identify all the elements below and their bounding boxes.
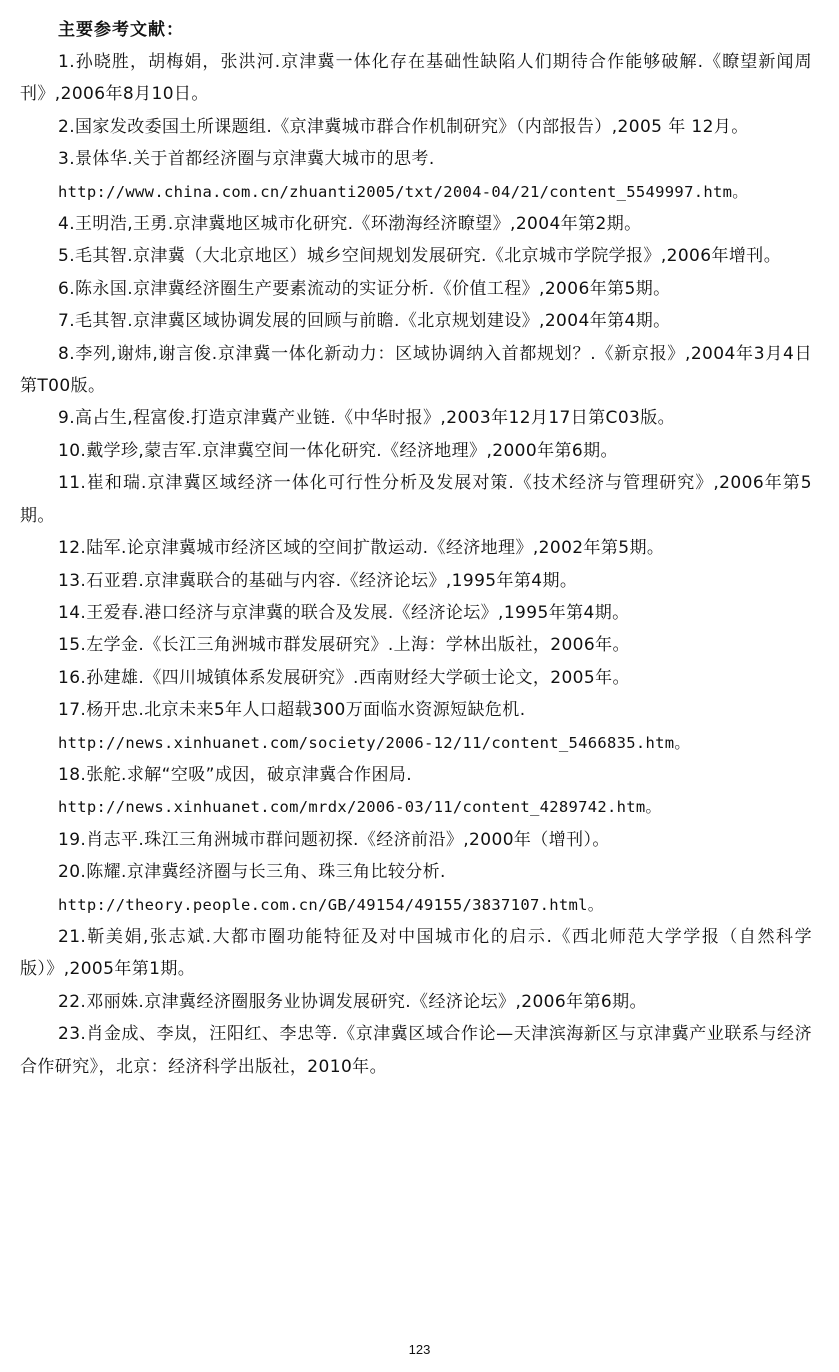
reference-text: 5.毛其智.京津冀（大北京地区）城乡空间规划发展研究.《北京城市学院学报》,2006年增刊。	[58, 246, 782, 267]
reference-item	[20, 46, 812, 111]
reference-item	[20, 824, 812, 856]
reference-item	[20, 240, 812, 272]
reference-text: 14.王爱春.港口经济与京津冀的联合及发展.《经济论坛》,1995年第4期。	[58, 602, 630, 623]
reference-text: 16.孙建雄.《四川城镇体系发展研究》.西南财经大学硕士论文，2005年。	[58, 667, 630, 688]
reference-text: 12.陆军.论京津冀城市经济区域的空间扩散运动.《经济地理》,2002年第5期。	[58, 538, 665, 559]
reference-item	[20, 597, 812, 629]
reference-item	[20, 565, 812, 597]
reference-item	[20, 143, 812, 208]
reference-item	[20, 1018, 812, 1083]
reference-url: http://news.xinhuanet.com/society/2006-12/11/content_5466835.htm。	[58, 733, 691, 752]
references-heading: 主要参考文献：	[58, 20, 184, 40]
reference-item	[20, 986, 812, 1018]
reference-item	[20, 111, 812, 143]
reference-text: 22.邓丽姝.京津冀经济圈服务业协调发展研究.《经济论坛》,2006年第6期。	[58, 991, 647, 1012]
page-number: 123	[408, 1342, 431, 1357]
reference-url: http://news.xinhuanet.com/mrdx/2006-03/11/content_4289742.htm。	[58, 798, 662, 817]
reference-text: 13.石亚碧.京津冀联合的基础与内容.《经济论坛》,1995年第4期。	[58, 570, 578, 591]
reference-text: 6.陈永国.京津冀经济圈生产要素流动的实证分析.《价值工程》,2006年第5期。	[58, 278, 671, 299]
reference-item	[20, 629, 812, 661]
reference-text: 3.景体华.关于首都经济圈与京津冀大城市的思考.	[58, 149, 435, 170]
reference-text: 21.靳美娟,张志斌.大都市圈功能特征及对中国城市化的启示.《西北师范大学学报（自然科学版）》,2005年第1期。	[20, 926, 812, 980]
reference-item	[20, 532, 812, 564]
reference-url: http://www.china.com.cn/zhuanti2005/txt/2004-04/21/content_5549997.htm。	[58, 182, 749, 201]
reference-text: 9.高占生,程富俊.打造京津冀产业链.《中华时报》,2003年12月17日第C03版。	[58, 408, 676, 429]
reference-text: 15.左学金.《长江三角洲城市群发展研究》.上海：学林出版社，2006年。	[58, 635, 630, 656]
reference-text: 2.国家发改委国土所课题组.《京津冀城市群合作机制研究》（内部报告）,2005 年 12月。	[58, 116, 749, 137]
reference-text: 10.戴学珍,蒙吉军.京津冀空间一体化研究.《经济地理》,2000年第6期。	[58, 440, 618, 461]
reference-text: 17.杨开忠.北京未来5年人口超载300万面临水资源短缺危机.	[58, 700, 526, 721]
reference-url: http://theory.people.com.cn/GB/49154/49155/3837107.html。	[58, 895, 604, 914]
reference-text: 11.崔和瑞.京津冀区域经济一体化可行性分析及发展对策.《技术经济与管理研究》,2006年第5期。	[20, 473, 812, 526]
reference-item	[20, 467, 812, 532]
reference-text: 1.孙晓胜，胡梅娟，张洪河.京津冀一体化存在基础性缺陷人们期待合作能够破解.《瞭望新闻周刊》,2006年8月10日。	[20, 52, 812, 105]
reference-item	[20, 208, 812, 240]
reference-text: 19.肖志平.珠江三角洲城市群问题初探.《经济前沿》,2000年（增刊）。	[58, 829, 610, 850]
reference-text: 18.张舵.求解“空吸”成因，破京津冀合作困局.	[58, 764, 413, 785]
reference-item	[20, 921, 812, 986]
reference-item	[20, 662, 812, 694]
reference-item	[20, 273, 812, 305]
reference-text: 8.李列,谢炜,谢言俊.京津冀一体化新动力：区域协调纳入首都规划？.《新京报》,2004年3月4日第T00版。	[20, 343, 812, 397]
reference-text: 23.肖金成、李岚，汪阳红、李忠等.《京津冀区域合作论—天津滨海新区与京津冀产业联系与经济合作研究》，北京：经济科学出版社，2010年。	[20, 1024, 812, 1077]
reference-list	[20, 46, 812, 1083]
reference-item	[20, 435, 812, 467]
reference-item	[20, 305, 812, 337]
reference-item	[20, 856, 812, 921]
reference-item	[20, 402, 812, 434]
reference-text: 20.陈耀.京津冀经济圈与长三角、珠三角比较分析.	[58, 862, 446, 883]
reference-item	[20, 338, 812, 403]
document-page	[20, 14, 812, 1083]
reference-text: 7.毛其智.京津冀区域协调发展的回顾与前瞻.《北京规划建设》,2004年第4期。	[58, 311, 671, 332]
reference-text: 4.王明浩,王勇.京津冀地区城市化研究.《环渤海经济瞭望》,2004年第2期。	[58, 214, 642, 235]
reference-item	[20, 694, 812, 759]
reference-item	[20, 759, 812, 824]
